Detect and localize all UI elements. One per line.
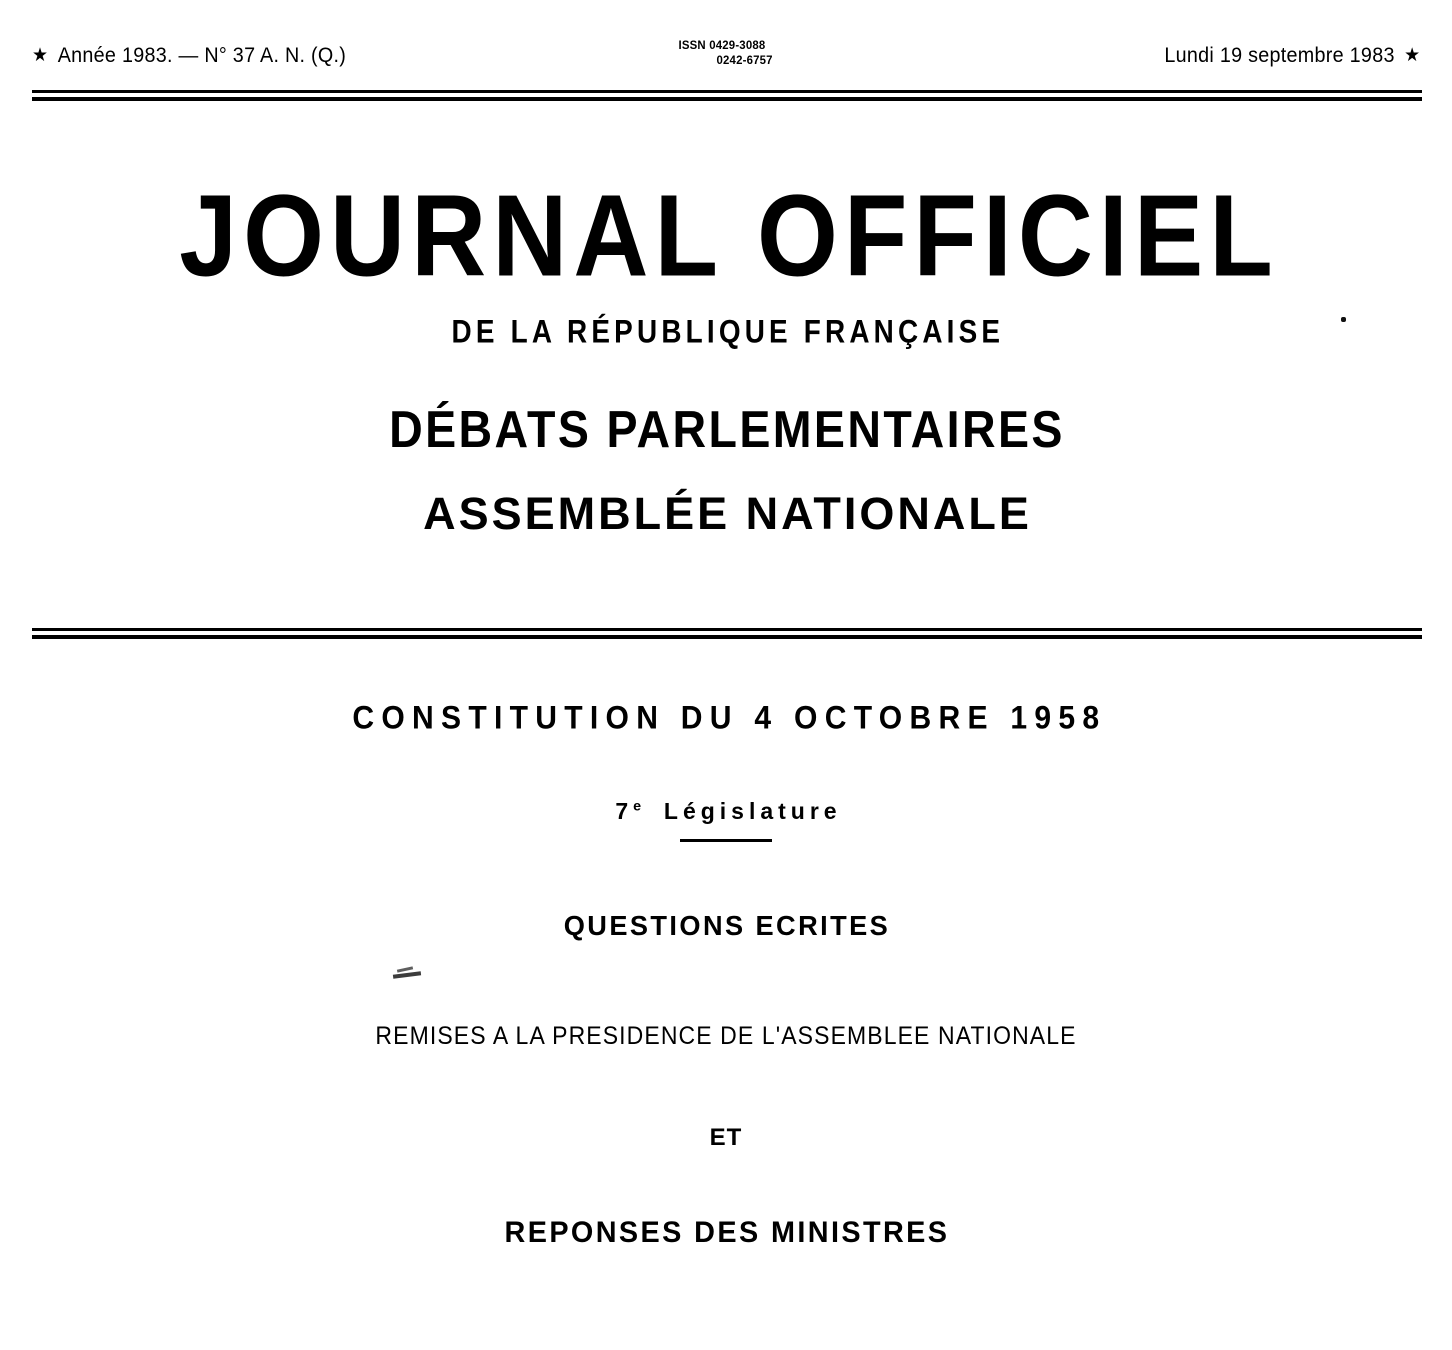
legislature-line	[610, 798, 841, 825]
issn-primary: ISSN 0429-3088	[678, 38, 766, 52]
header-divider-thin-line	[32, 90, 1422, 93]
header-divider-rule	[32, 90, 1422, 101]
issn-secondary: 0242-6757	[716, 52, 774, 67]
publication-date-text: Lundi 19 septembre 1983	[1163, 44, 1395, 67]
conjunction-et: ET	[709, 1124, 743, 1151]
constitution-line: CONSTITUTION DU 4 OCTOBRE 1958	[352, 699, 1107, 736]
star-icon-left: ★	[32, 44, 49, 66]
star-icon-right: ★	[1403, 44, 1420, 66]
issue-identifier	[32, 44, 346, 68]
publication-subtitle-debates: DÉBATS PARLEMENTAIRES	[389, 401, 1065, 459]
legislature-number: 7	[615, 798, 634, 824]
legislature-ordinal-suffix: e	[633, 798, 642, 815]
publication-title: JOURNAL OFFICIEL	[179, 171, 1279, 302]
legislature-block	[0, 798, 1452, 842]
masthead-divider-thin-line	[32, 628, 1422, 631]
masthead-divider-thick-line	[32, 635, 1422, 639]
questions-ecrites-heading: QUESTIONS ECRITES	[563, 910, 891, 941]
publication-subtitle-republic: DE LA RÉPUBLIQUE FRANÇAISE	[451, 314, 1005, 351]
scan-artifact-speck	[1341, 317, 1346, 322]
scan-artifact-dropout	[1284, 252, 1288, 256]
legislature-word: Législature	[663, 798, 842, 824]
publication-subtitle-assembly: ASSEMBLÉE NATIONALE	[423, 488, 1032, 539]
legislature-underline-rule	[680, 839, 772, 842]
remises-presidence-line: REMISES A LA PRESIDENCE DE L'ASSEMBLEE NATIONALE	[375, 1022, 1077, 1050]
header-divider-thick-line	[32, 97, 1422, 101]
masthead	[0, 171, 1452, 540]
issue-year-number: Année 1983. — N° 37 A. N. (Q.)	[57, 44, 347, 67]
masthead-bottom-divider-rule	[32, 628, 1422, 639]
publication-date	[1164, 44, 1420, 68]
cover-content-block	[0, 700, 1452, 1250]
reponses-ministres-heading: REPONSES DES MINISTRES	[504, 1216, 950, 1249]
masthead-header-row	[32, 36, 1420, 76]
